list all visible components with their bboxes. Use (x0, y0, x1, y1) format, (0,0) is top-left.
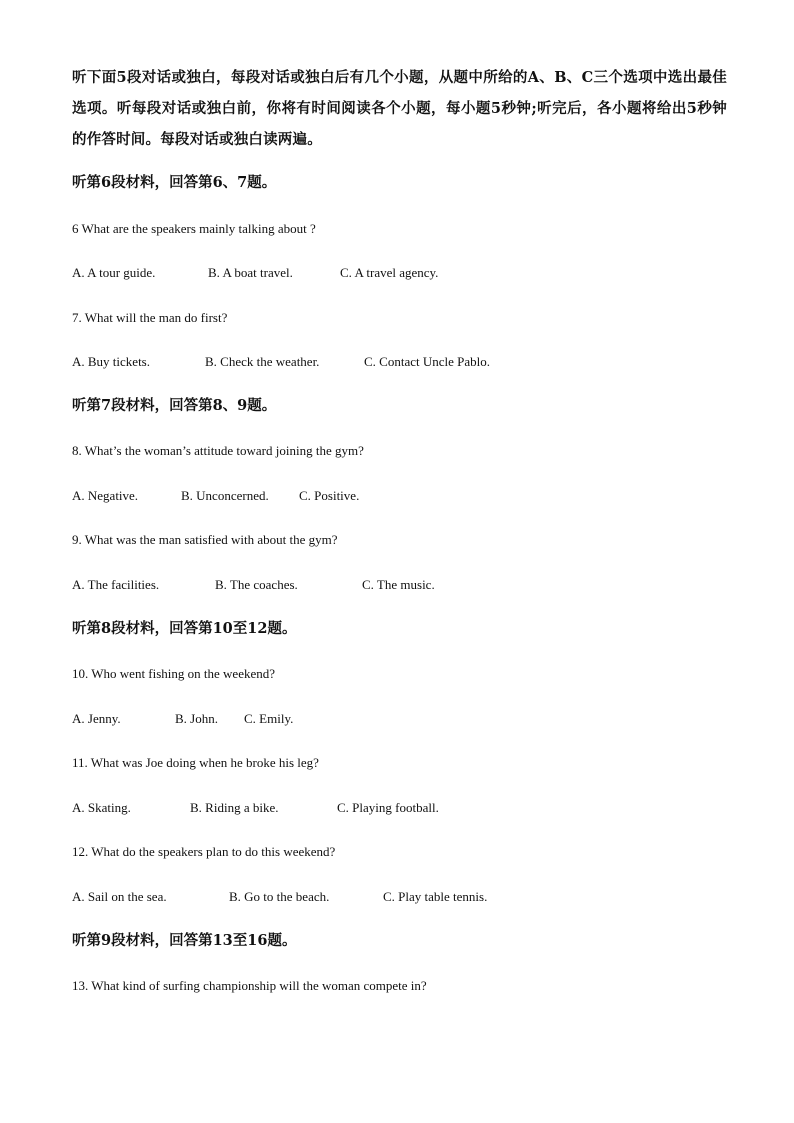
option-9-c: C. The music. (362, 577, 435, 592)
options-row-12 (72, 888, 727, 906)
question-8: 8. What’s the woman’s attitude toward joining the gym? (72, 443, 364, 458)
options-row-6 (72, 264, 727, 282)
options-row-8 (72, 487, 727, 505)
option-12-b: B. Go to the beach. (229, 889, 330, 904)
section-heading-6: 听第6段材料，回答第6、7题。 (72, 174, 277, 191)
question-12: 12. What do the speakers plan to do this weekend? (72, 844, 336, 859)
option-10-b: B. John. (175, 711, 218, 726)
option-7-a: A. Buy tickets. (72, 354, 150, 369)
section-heading-9: 听第9段材料，回答第13至16题。 (72, 932, 297, 949)
options-row-9 (72, 576, 727, 594)
option-12-c: C. Play table tennis. (383, 889, 488, 904)
option-11-c: C. Playing football. (337, 800, 439, 815)
listening-instructions: 听下面5段对话或独白，每段对话或独白后有几个小题，从题中所给的A、B、C三个选项中选出最佳选项。听每段对话或独白前，你将有时间阅读各个小题，每小题5秒钟;听完后，各小题将给出5秒钟的作答时间。每段对话或独白读两遍。 (72, 69, 727, 148)
option-8-a: A. Negative. (72, 488, 139, 503)
question-9: 9. What was the man satisfied with about the gym? (72, 532, 338, 547)
option-10-c: C. Emily. (244, 711, 294, 726)
option-11-b: B. Riding a bike. (190, 800, 279, 815)
option-7-b: B. Check the weather. (205, 354, 320, 369)
question-11: 11. What was Joe doing when he broke his leg? (72, 755, 319, 770)
options-row-7 (72, 353, 727, 371)
option-9-b: B. The coaches. (215, 577, 298, 592)
option-8-b: B. Unconcerned. (181, 488, 269, 503)
options-row-10 (72, 710, 727, 728)
option-11-a: A. Skating. (72, 800, 131, 815)
option-6-c: C. A travel agency. (340, 265, 439, 280)
document-page (72, 62, 727, 993)
question-13: 13. What kind of surfing championship will the woman compete in? (72, 978, 427, 993)
section-heading-7: 听第7段材料，回答第8、9题。 (72, 397, 277, 414)
question-7: 7. What will the man do first? (72, 310, 228, 325)
question-6: 6 What are the speakers mainly talking about ? (72, 221, 316, 236)
option-10-a: A. Jenny. (72, 711, 121, 726)
option-12-a: A. Sail on the sea. (72, 889, 167, 904)
option-9-a: A. The facilities. (72, 577, 160, 592)
option-6-a: A. A tour guide. (72, 265, 156, 280)
section-heading-8: 听第8段材料，回答第10至12题。 (72, 620, 297, 637)
question-10: 10. Who went fishing on the weekend? (72, 666, 276, 681)
option-8-c: C. Positive. (299, 488, 360, 503)
option-6-b: B. A boat travel. (208, 265, 293, 280)
option-7-c: C. Contact Uncle Pablo. (364, 354, 491, 369)
options-row-11 (72, 799, 727, 817)
